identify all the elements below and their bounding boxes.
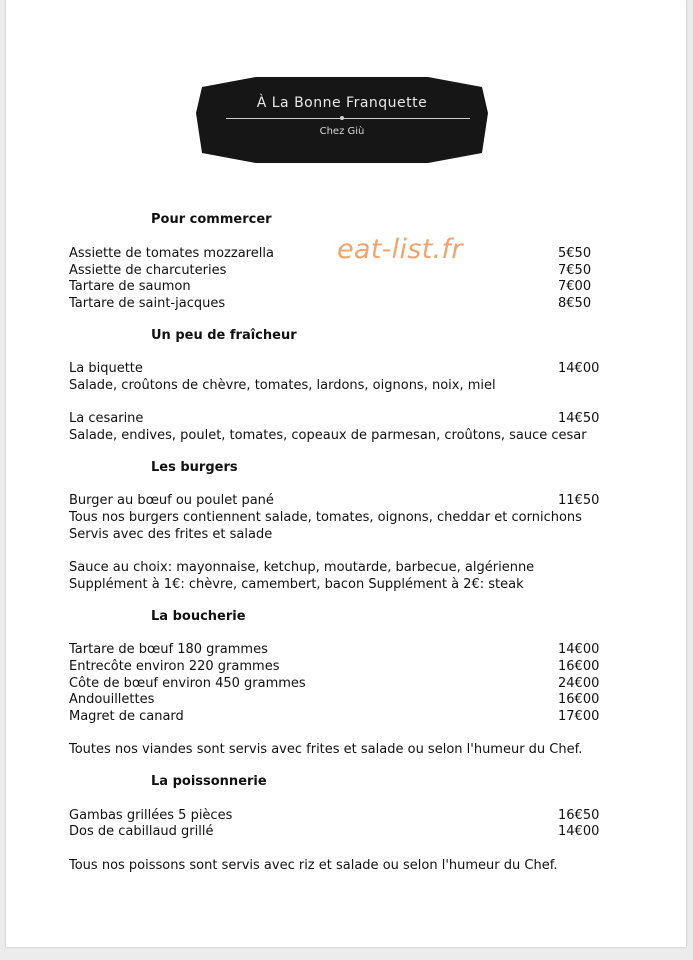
menu-item-price: 16€00 xyxy=(558,659,600,674)
menu-item-price: 14€00 xyxy=(558,361,600,376)
menu-item-price: 11€50 xyxy=(558,493,600,508)
section-title-burgers: Les burgers xyxy=(151,460,238,475)
section-title-meat: La boucherie xyxy=(151,609,246,624)
menu-item-price: 16€00 xyxy=(558,692,600,707)
section-title-salads: Un peu de fraîcheur xyxy=(151,328,297,343)
logo-name: À La Bonne Franquette xyxy=(256,95,428,111)
menu-item-price: 14€00 xyxy=(558,642,600,657)
menu-item-name: Burger au bœuf ou poulet pané xyxy=(69,493,274,508)
burger-supplement-line: Supplément à 1€: chèvre, camembert, bacon Supplément à 2€: steak xyxy=(69,577,524,592)
menu-item-name: Gambas grillées 5 pièces xyxy=(69,808,233,823)
menu-item-price: 5€50 xyxy=(558,246,592,261)
menu-item-price: 8€50 xyxy=(558,296,592,311)
menu-item-price: 14€00 xyxy=(558,824,600,839)
burger-sauce-line: Sauce au choix: mayonnaise, ketchup, moutarde, barbecue, algérienne xyxy=(69,560,535,575)
section-title-fish: La poissonnerie xyxy=(151,774,267,789)
menu-item-name: La cesarine xyxy=(69,411,144,426)
menu-item-name: Tartare de saumon xyxy=(69,279,191,294)
logo-badge-shape xyxy=(196,75,488,165)
logo-divider-dot xyxy=(340,116,344,120)
menu-item-name: Dos de cabillaud grillé xyxy=(69,824,214,839)
menu-item-price: 14€50 xyxy=(558,411,600,426)
menu-item-price: 7€00 xyxy=(558,279,592,294)
menu-item-price: 24€00 xyxy=(558,676,600,691)
watermark: eat-list.fr xyxy=(337,234,463,265)
logo-divider xyxy=(226,118,470,119)
section-note-meat: Toutes nos viandes sont servis avec frites et salade ou selon l'humeur du Chef. xyxy=(69,742,583,757)
burger-info-line: Tous nos burgers contiennent salade, tomates, oignons, cheddar et cornichons xyxy=(69,510,582,525)
menu-item-price: 16€50 xyxy=(558,808,600,823)
menu-item-name: Assiette de charcuteries xyxy=(69,263,227,278)
menu-item-name: La biquette xyxy=(69,361,143,376)
menu-item-name: Tartare de saint-jacques xyxy=(69,296,226,311)
menu-item-name: Andouillettes xyxy=(69,692,155,707)
menu-item-name: Magret de canard xyxy=(69,709,184,724)
restaurant-logo xyxy=(196,75,488,165)
menu-item-name: Assiette de tomates mozzarella xyxy=(69,246,274,261)
menu-item-name: Tartare de bœuf 180 grammes xyxy=(69,642,268,657)
menu-item-name: Côte de bœuf environ 450 grammes xyxy=(69,676,306,691)
menu-item-description: Salade, endives, poulet, tomates, copeaux de parmesan, croûtons, sauce cesar xyxy=(69,428,587,443)
menu-item-description: Salade, croûtons de chèvre, tomates, lardons, oignons, noix, miel xyxy=(69,378,496,393)
menu-item-name: Entrecôte environ 220 grammes xyxy=(69,659,280,674)
menu-item-price: 17€00 xyxy=(558,709,600,724)
section-title-starters: Pour commercer xyxy=(151,212,272,227)
logo-subtitle: Chez Giù xyxy=(319,126,365,137)
menu-item-price: 7€50 xyxy=(558,263,592,278)
section-note-fish: Tous nos poissons sont servis avec riz et salade ou selon l'humeur du Chef. xyxy=(69,858,558,873)
burger-info-line: Servis avec des frites et salade xyxy=(69,527,273,542)
